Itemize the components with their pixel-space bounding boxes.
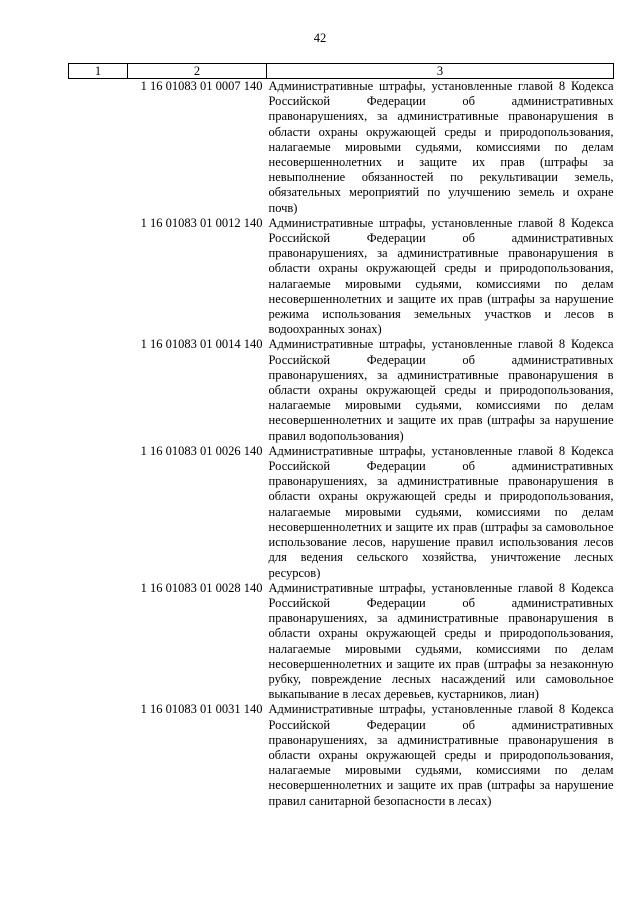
empty-cell [69, 216, 128, 338]
code-description: Административные штрафы, установленные главой 8 Кодекса Российской Федерации об административных правонарушениях, за административные правонарушения в области охраны окружающей среды и природопользования, налагаемые мировыми судьями, комиссиями по делам несовершеннолетних и защите их прав (штрафы за невыполнение обязанностей по рекультивации земель, обязательных мероприятий по улучшению земель и охране почв) [268, 79, 614, 215]
classification-code: 1 16 01083 01 0026 140 [140, 443, 263, 458]
column-header-2: 2 [128, 64, 267, 79]
classification-code: 1 16 01083 01 0007 140 [140, 79, 263, 93]
code-description: Административные штрафы, установленные главой 8 Кодекса Российской Федерации об административных правонарушениях, за административные правонарушения в области охраны окружающей среды и природопользования, налагаемые мировыми судьями, комиссиями по делам несовершеннолетних и защите их прав (штрафы за нарушение правил водопользования) [268, 337, 614, 443]
classification-code: 1 16 01083 01 0031 140 [140, 702, 263, 717]
code-description: Административные штрафы, установленные главой 8 Кодекса Российской Федерации об административных правонарушениях, за административные правонарушения в области охраны окружающей среды и природопользования, налагаемые мировыми судьями, комиссиями по делам несовершеннолетних и защите их прав (штрафы за нарушение правил санитарной безопасности в лесах) [268, 702, 614, 808]
column-header-1: 1 [69, 64, 128, 79]
table-row [69, 216, 614, 338]
table-row [69, 702, 614, 808]
empty-cell [69, 581, 128, 703]
empty-cell [69, 444, 128, 581]
table-row [69, 581, 614, 703]
empty-cell [69, 79, 128, 216]
table-row [69, 444, 614, 581]
classification-code: 1 16 01083 01 0012 140 [140, 215, 263, 230]
code-description: Административные штрафы, установленные главой 8 Кодекса Российской Федерации об административных правонарушениях, за административные правонарушения в области охраны окружающей среды и природопользования, налагаемые мировыми судьями, комиссиями по делам несовершеннолетних и защите их прав (штрафы за нарушение режима использования земельных участков и лесов в водоохранных зонах) [268, 215, 614, 337]
classification-code: 1 16 01083 01 0014 140 [140, 337, 263, 352]
empty-cell [69, 337, 128, 443]
code-description: Административные штрафы, установленные главой 8 Кодекса Российской Федерации об административных правонарушениях, за административные правонарушения в области охраны окружающей среды и природопользования, налагаемые мировыми судьями, комиссиями по делам несовершеннолетних и защите их прав (штрафы за незаконную рубку, повреждение лесных насаждений или самовольное выкапывание в лесах деревьев, кустарников, лиан) [268, 580, 614, 702]
table-header-row [69, 64, 614, 79]
table-row [69, 337, 614, 443]
budget-classification-table [68, 63, 614, 809]
table-row [69, 79, 614, 216]
column-header-3: 3 [267, 64, 614, 79]
empty-cell [69, 702, 128, 808]
code-description: Административные штрафы, установленные главой 8 Кодекса Российской Федерации об административных правонарушениях, за административные правонарушения в области охраны окружающей среды и природопользования, налагаемые мировыми судьями, комиссиями по делам несовершеннолетних и защите их прав (штрафы за самовольное использование лесов, нарушение правил использования лесов для ведения сельского хозяйства, уничтожение лесных ресурсов) [268, 443, 614, 580]
page-number: 42 [313, 31, 327, 45]
classification-code: 1 16 01083 01 0028 140 [140, 580, 263, 595]
